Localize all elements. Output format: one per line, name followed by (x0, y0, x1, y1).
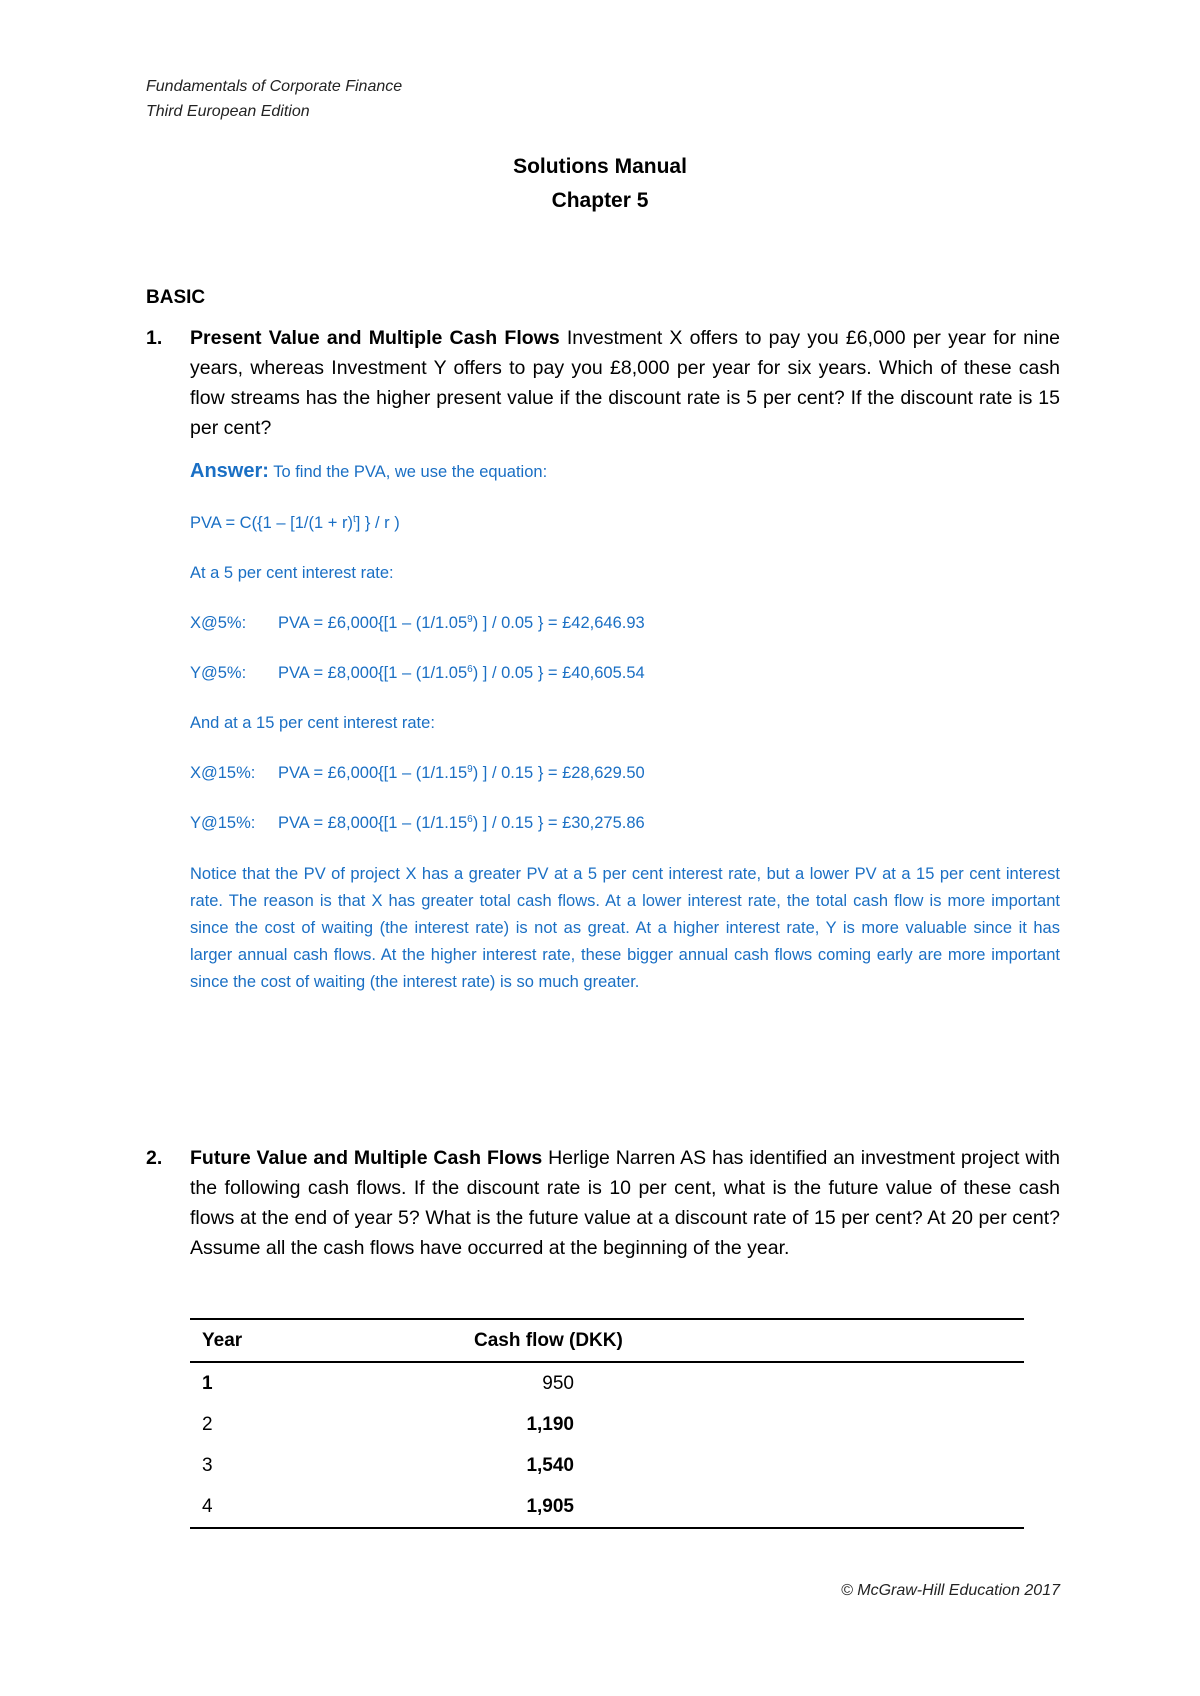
question-body (190, 1143, 1060, 1263)
question-number: 1. (146, 327, 163, 349)
edition: Third European Edition (146, 103, 310, 120)
pva-formula: PVA = $C(\{1 - [1/(1 + r)^t]$ } / r ) (190, 514, 400, 532)
question-1 (146, 323, 1060, 443)
calc-x-15: X@15%: PVA = £6,000{[1 – (1/1.15$^9$) ] / 0.15 } = £28,629.50 (190, 764, 645, 782)
answer-intro: To find the PVA, we use the equation: (268, 463, 548, 481)
question-body (190, 323, 1060, 443)
document-title (0, 150, 1200, 218)
question-text: Herlige Narren AS has identified an investment project with the following cash flows. If the discount rate is 10 per cent, what is the future value of these cash flows at the end of year 5? What is the future value at a discount rate of 15 per cent? At 20 per cent? Assume all the cash flows have occurred at the beginning of the year. (190, 1147, 1060, 1259)
table-row: 2 1,190 (202, 1413, 574, 1435)
calc-y-5: Y@5%: PVA = £8,000{[1 – (1/1.05$^6$) ] / 0.05 } = £40,605.54 (190, 664, 645, 682)
answer-label: Answer: (190, 460, 269, 482)
question-text: Investment X offers to pay you £6,000 per year for nine years, whereas Investment Y offers to pay you £8,000 per year for six years. Which of these cash flow streams has the higher present value if the discount rate is 5 per cent? If the discount rate is 15 per cent? (190, 327, 1061, 439)
question-topic: Future Value and Multiple Cash Flows (190, 1147, 543, 1169)
question-topic: Present Value and Multiple Cash Flows (190, 327, 560, 349)
column-header-cash-flow: Cash flow (DKK) (462, 1319, 1024, 1362)
question-2 (146, 1143, 1060, 1263)
cash-flow-table (190, 1318, 1024, 1529)
title-line-1: Solutions Manual (513, 155, 687, 178)
section-heading: BASIC (146, 287, 206, 308)
answer-explanation: Notice that the PV of project X has a greater PV at a 5 per cent interest rate, but a lower PV at a 15 per cent interest rate. The reason is that X has greater total cash flows. At a lower interest rate, the total cash flow is more important since the cost of waiting (the interest rate) is not as great. At a higher interest rate, Y is more valuable since it has larger annual cash flows. At the higher interest rate, these bigger annual cash flows coming early are more important since the cost of waiting (the interest rate) is so much greater. (190, 865, 1060, 991)
running-header (146, 74, 402, 124)
table-row: 3 1,540 (202, 1454, 574, 1476)
question-number: 2. (146, 1147, 163, 1169)
copyright-footer: © McGraw-Hill Education 2017 (841, 1582, 1060, 1599)
answer-intro-line (190, 460, 547, 483)
rate-15-heading: And at a 15 per cent interest rate: (190, 714, 435, 732)
calc-x-5: X@5%: PVA = £6,000{[1 – (1/1.05$^9$) ] / 0.05 } = £42,646.93 (190, 614, 645, 632)
table-row: 4 1,905 (190, 1486, 1024, 1528)
table-header-row (190, 1319, 1024, 1362)
calc-y-15: Y@15%: PVA = £8,000{[1 – (1/1.15$^6$) ] / 0.15 } = £30,275.86 (190, 814, 645, 832)
column-header-year: Year (190, 1319, 462, 1362)
title-line-2: Chapter 5 (551, 189, 649, 212)
book-title: Fundamentals of Corporate Finance (146, 78, 403, 95)
rate-5-heading: At a 5 per cent interest rate: (190, 564, 394, 582)
table-row: 1 950 (202, 1372, 574, 1394)
